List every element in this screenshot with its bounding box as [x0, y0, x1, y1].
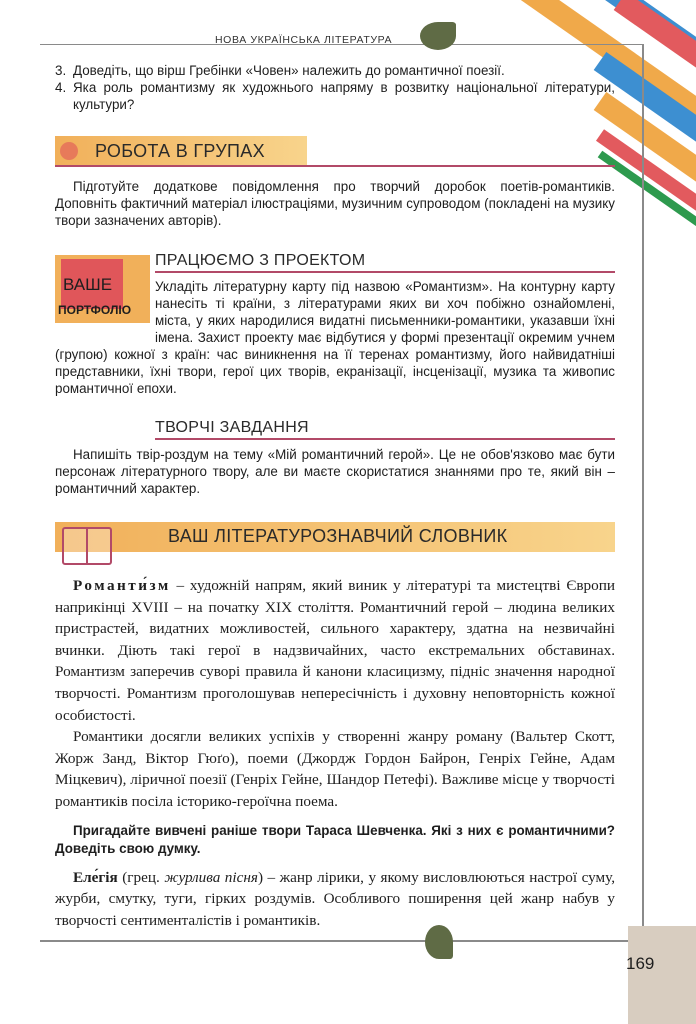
book-icon — [62, 527, 112, 565]
term: Еле́гія — [73, 868, 118, 886]
question: Пригадайте вивчені раніше твори Тараса Шевченка. Які з них є романтичними? Доведіть свою думку. — [55, 822, 615, 856]
section-title: ТВОРЧІ ЗАВДАННЯ — [155, 419, 309, 436]
divider — [155, 438, 615, 440]
corner-block — [628, 926, 696, 1024]
section-title: РОБОТА В ГРУПАХ — [95, 141, 265, 161]
section-title: ПРАЦЮЄМО З ПРОЕКТОМ — [155, 252, 366, 269]
circle-icon — [60, 142, 78, 160]
portfolio-badge: ВАШЕ ПОРТФОЛІО — [55, 255, 150, 323]
question-number: 4. — [55, 80, 67, 95]
question-text: Яка роль романтизму як художнього напряму в розвитку національної літератури, культури? — [73, 80, 615, 112]
divider — [55, 165, 615, 167]
term: Романти́зм — [73, 577, 171, 594]
page-number: 169 — [626, 954, 655, 973]
question-text: Доведіть, що вірш Гребінки «Човен» належить до романтичної поезії. — [73, 63, 505, 78]
dictionary-body: Романти́зм – художній напрям, який виник у літературі та мистецтві Європи наприкінці XVIII – на початку XIX століття. Романтичний герой – людина великих пристрастей, видатних можливостей, сильного характеру, здатна на незвичайні вчинки. Діють такі герої в надзвичайних, часто екстремальних обставинах. Романтизм заперечив суворі правила й канони класицизму, підніс значення народної творчості. Романтизм проголошував непересічність і духовну неповторність кожної особистості. Романтики досягли великих успіхів у створенні жанру роману (Вальтер Скотт, Жорж Занд, Віктор Гюґо), поеми (Джордж Гордон Байрон, Генріх Гейне, Адам Міцкевич), ліричної поезії (Генріх Гейне, Шандор Петефі). Важливе місце у творчості романтиків посіла історико-героїчна поема. Пригадайте вивчені раніше твори Тараса Шевченка. Які з них є романтичними? Доведіть свою думку. Еле́гія (грец. журлива пісня) – жанр лірики, у якому висловлюються настрої суму, журби, смутку, туги, гірких роздумів. Особливого поширення цей жанр набув у творчості сентименталістів і романтиків. — [55, 577, 615, 929]
section-title: ВАШ ЛІТЕРАТУРОЗНАВЧИЙ СЛОВНИК — [168, 526, 508, 546]
question-list — [55, 62, 615, 113]
paragraph: Романтики досягли великих успіхів у створенні жанру роману (Вальтер Скотт, Жорж Занд, Віктор Гюґо), поеми (Джордж Гордон Байрон, Генріх Гейне, Адам Міцкевич), ліричної поезії (Генріх Гейне, Шандор Петефі). Важливе місце у творчості романтиків посіла історико-героїчна поема. — [55, 728, 615, 810]
creative-text: Напишіть твір-роздум на тему «Мій романтичний герой». Це не обов'язково має бути персонаж літературного твору, але ви маєте скористатися знаннями про те, який він – романтичний характер. — [55, 447, 615, 496]
divider — [155, 271, 615, 273]
running-title: НОВА УКРАЇНСЬКА ЛІТЕРАТУРА — [215, 34, 393, 46]
ornament-icon — [420, 22, 456, 50]
project-text: Укладіть літературну карту під назвою «Романтизм». На контурну карту нанесіть ті країни, з літературами яких ви хоч побіжно ознайомлені, міста, у яких народилися видатні письменники-романтики, указавши їхні імена. Захист проекту має відбутися у формі презентації окремим учнем (групою) кожної з країн: час виникнення на її теренах романтизму, його найвидатніші представники, їхні твори, герої цих творів, екранізації, інсценізації, музика та живопис романтичної епохи. — [55, 279, 615, 396]
group-work-text: Підготуйте додаткове повідомлення про творчий доробок поетів-романтиків. Доповніть фактичний матеріал ілюстраціями, музичним супроводом (покладені на музику твори зазначених авторів). — [55, 179, 615, 228]
question-number: 3. — [55, 63, 67, 78]
